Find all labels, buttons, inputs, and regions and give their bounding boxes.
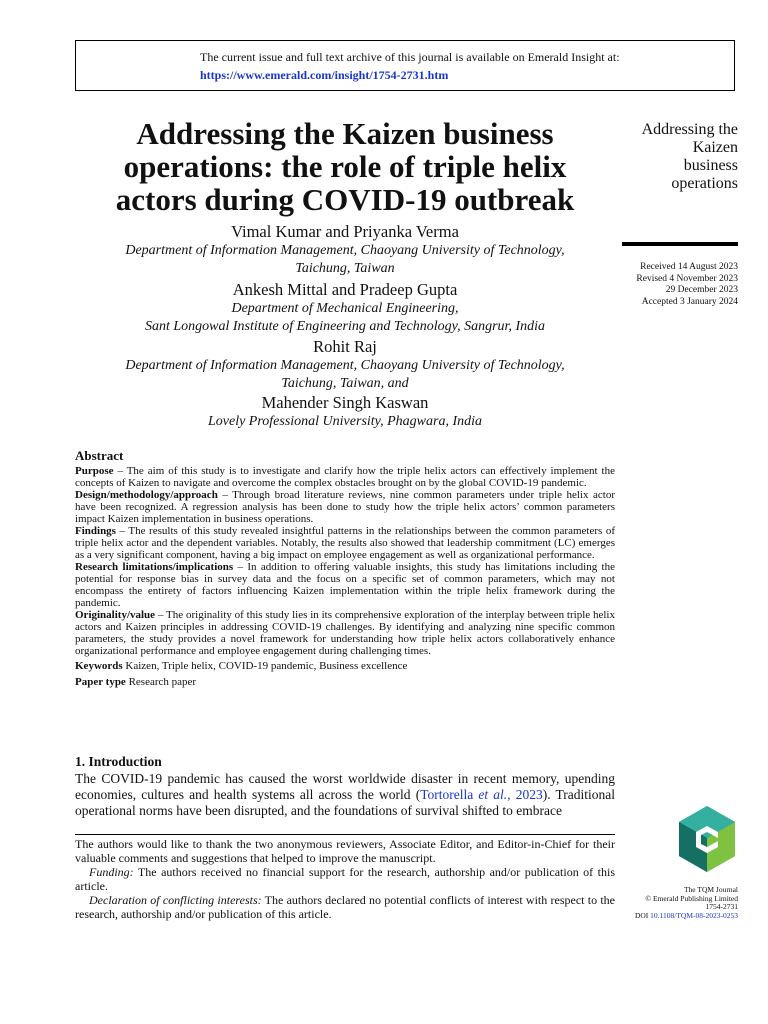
- funding-label: Funding:: [89, 865, 134, 879]
- abstract-label: Purpose: [75, 465, 114, 477]
- author-affiliation: Sant Longowal Institute of Engineering and Technology, Sangrur, India: [144, 319, 546, 334]
- author-block-2: [40, 280, 650, 336]
- title-line-3: actors during COVID-19 outbreak: [115, 182, 575, 217]
- abstract-text: – Through broad literature reviews, nine common parameters under triple helix actor have been recognized. A regression analysis has been done to study how the triple helix actors’ common parameters impact Kaizen implementation in business operations.: [75, 489, 615, 525]
- author-name: Vimal Kumar and Priyanka Verma: [231, 222, 459, 241]
- title-line-2: operations: the role of triple helix: [123, 149, 567, 184]
- running-title-line: Kaizen: [692, 139, 738, 156]
- abstract-limitations: [75, 561, 615, 609]
- abstract-text: – The results of this study revealed insightful patterns in the relationships between the common parameters of triple helix actor and the dependent variables. Notably, the results also showed that leadership commitment (LC) emerges as a very significant component, having a big impact on employee engagement as well as organizational performance.: [75, 525, 615, 561]
- abstract-text: – The originality of this study lies in its comprehensive exploration of the interplay between triple helix actors and Kaizen principles in addressing COVID-19 challenges. By identifying and analyzing nine specific common parameters, the study provides a novel framework for understanding how triple helix actors collaboratively enhance organizational performance and employee engagement during challenging times.: [75, 609, 615, 657]
- conflict-label: Declaration of conflicting interests:: [89, 893, 262, 907]
- running-title-line: Addressing the: [641, 121, 738, 138]
- introduction-heading: 1. Introduction: [75, 754, 162, 769]
- cite-year: , 2023: [507, 787, 543, 802]
- acknowledgement: The authors would like to thank the two anonymous reviewers, Associate Editor, and Editor-in-Chief for their valuable comments and suggestions that helped to improve the manuscript.: [75, 837, 615, 865]
- doi-link[interactable]: 10.1108/TQM-08-2023-0253: [650, 910, 738, 920]
- date-received: Received 14 August 2023: [640, 262, 738, 272]
- title-line-1: Addressing the Kaizen business: [136, 116, 554, 151]
- abstract-text: – In addition to offering valuable insights, this study has limitations including the potential for response bias in survey data and the focus on a specific set of common parameters, which may not encompass the entirety of factors influencing Kaizen implementation within the triple helix framework during the pandemic.: [75, 561, 615, 609]
- running-title-line: business: [683, 157, 738, 174]
- running-title-line: operations: [671, 175, 738, 192]
- abstract-heading: Abstract: [75, 448, 124, 463]
- author-affiliation: Lovely Professional University, Phagwara, India: [207, 414, 482, 429]
- abstract-originality: [75, 609, 615, 657]
- author-affiliation: Taichung, Taiwan, and: [281, 376, 409, 391]
- keywords: [75, 660, 615, 672]
- keywords-label: Keywords: [75, 660, 123, 672]
- date-revised: Revised 4 November 2023: [636, 273, 738, 284]
- citation-link[interactable]: [420, 787, 543, 802]
- running-title: [600, 121, 738, 193]
- paper-type-label: Paper type: [75, 676, 126, 688]
- abstract-label: Research limitations/implications: [75, 561, 234, 573]
- article-history-dates: [600, 262, 738, 308]
- conflict-statement: [75, 893, 615, 921]
- paper-type: [75, 676, 615, 688]
- abstract-purpose: [75, 465, 615, 489]
- archive-notice-text: The current issue and full text archive of this journal is available on Emerald Insight at:: [200, 50, 620, 64]
- intro-text: The COVID-19 pandemic has caused the worst worldwide disaster in recent memory, upending economies, cultures and health systems all across the world (: [75, 771, 615, 802]
- date-revised-2: 29 December 2023: [665, 285, 738, 295]
- cite-etal: et al.: [478, 787, 508, 802]
- author-block-1: [40, 222, 650, 278]
- abstract-text: – The aim of this study is to investigate and clarify how the triple helix actors can effectively implement the concepts of Kaizen to navigate and overcome the complex obstacles brought on by the global COVID-19 pandemic.: [75, 465, 615, 489]
- journal-name: The TQM Journal: [683, 885, 738, 894]
- author-block-3: [40, 337, 650, 393]
- date-accepted: Accepted 3 January 2024: [641, 296, 738, 307]
- footnote-divider: [75, 834, 615, 835]
- archive-notice-box: [75, 40, 735, 91]
- abstract-findings: [75, 525, 615, 561]
- abstract-design: [75, 489, 615, 525]
- author-name: Rohit Raj: [313, 337, 377, 356]
- author-affiliation: Department of Information Management, Chaoyang University of Technology,: [125, 243, 565, 258]
- footnote-section: [75, 837, 615, 921]
- keywords-text: Kaizen, Triple helix, COVID-19 pandemic, Business excellence: [122, 660, 408, 672]
- abstract-section: [75, 450, 615, 688]
- introduction-paragraph: [75, 771, 615, 819]
- issn: 1754-2731: [705, 902, 738, 911]
- publisher: © Emerald Publishing Limited: [645, 893, 738, 903]
- abstract-label: Originality/value: [75, 609, 156, 621]
- doi-label: DOI: [634, 910, 651, 920]
- archive-url-link[interactable]: https://www.emerald.com/insight/1754-2731.htm: [200, 68, 449, 82]
- author-block-4: [40, 393, 650, 431]
- author-name: Ankesh Mittal and Pradeep Gupta: [232, 280, 458, 299]
- doi-line: [600, 912, 738, 921]
- cite-author: Tortorella: [420, 787, 479, 802]
- article-title: [40, 117, 650, 216]
- author-affiliation: Department of Mechanical Engineering,: [231, 301, 459, 316]
- funding-text: The authors received no financial support for the research, authorship and/or publication of this article.: [75, 865, 615, 893]
- introduction-section: [75, 754, 615, 819]
- sidebar-divider: [622, 242, 738, 246]
- author-affiliation: Taichung, Taiwan: [295, 261, 395, 276]
- author-affiliation: Department of Information Management, Chaoyang University of Technology,: [125, 358, 565, 373]
- funding-statement: [75, 865, 615, 893]
- author-name: Mahender Singh Kaswan: [261, 393, 429, 412]
- abstract-label: Findings: [75, 525, 116, 537]
- paper-type-text: Research paper: [125, 676, 197, 688]
- emerald-logo-icon: [676, 804, 738, 874]
- intro-text: ). Traditional operational norms have been disrupted, and the foundations of survival shifted to embrace: [75, 787, 615, 818]
- abstract-label: Design/methodology/approach: [75, 489, 218, 501]
- journal-info: [600, 886, 738, 920]
- conflict-text: The authors declared no potential conflicts of interest with respect to the research, authorship and/or publication of this article.: [75, 893, 615, 921]
